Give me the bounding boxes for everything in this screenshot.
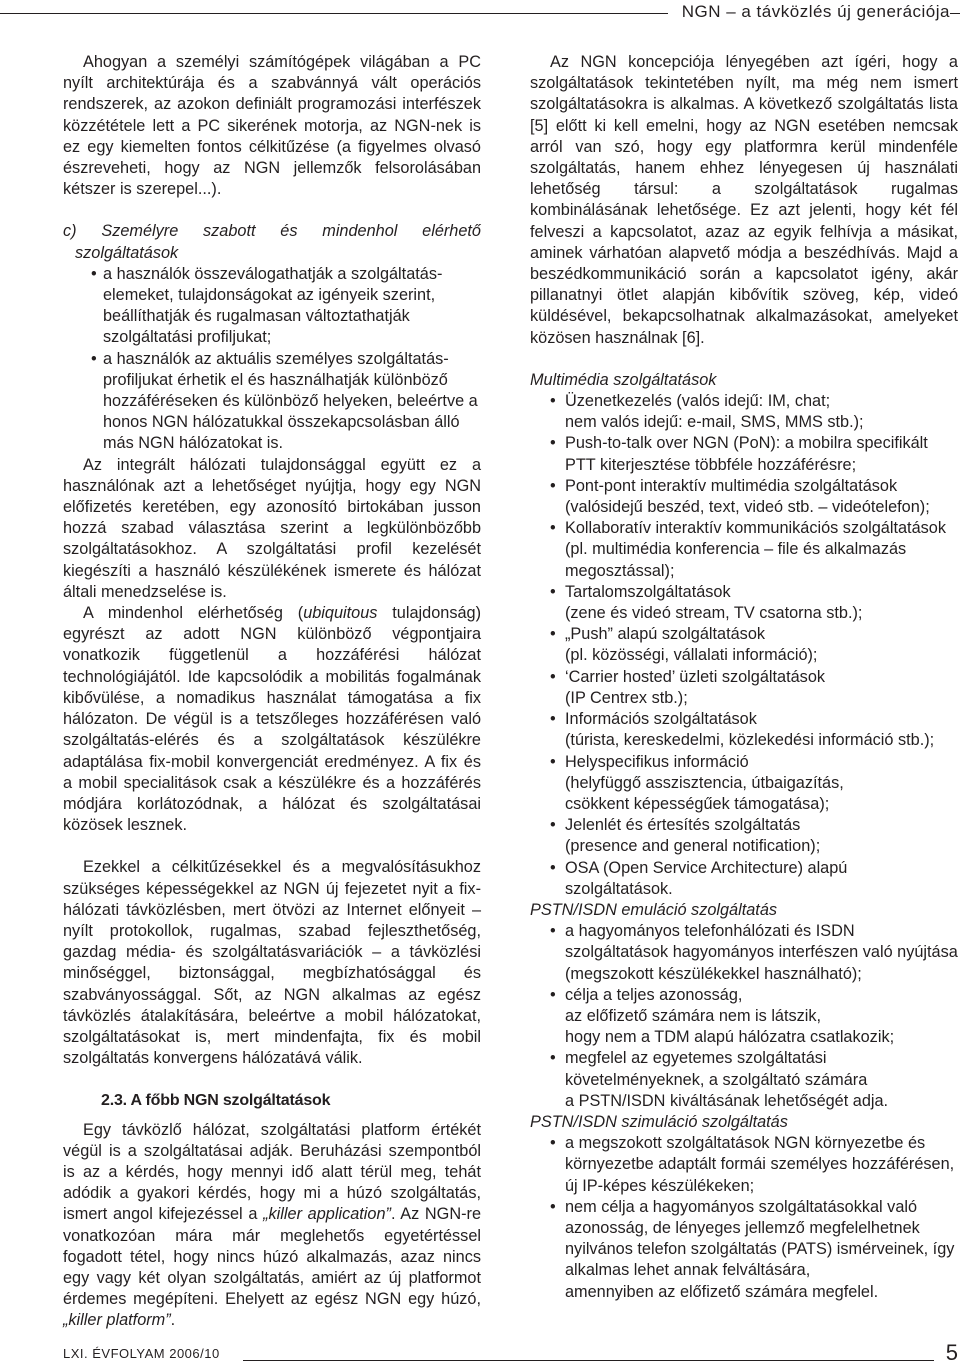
page-number: 5 (945, 1340, 958, 1365)
service-item-text: • Tartalomszolgáltatások (565, 582, 731, 601)
service-item-text: • Üzenetkezelés (valós idejű: IM, chat; (565, 392, 831, 411)
service-item-text: • ‘Carrier hosted’ üzleti szolgáltatások (565, 667, 826, 686)
service-item (530, 391, 958, 433)
service-item-text: nem valós idejű: e-mail, SMS, MMS stb.); (565, 413, 864, 432)
subsection-heading-c: c) Személyre szabott és mindenhol elérhető szolgáltatások (63, 222, 481, 262)
service-item (530, 858, 958, 900)
service-item-text: Pont-pont interaktív multimédia szolgáltatások (valósidejű beszéd, text, videó stb. – videótelefon); (565, 476, 930, 517)
bullet-item: • a használók az aktuális személyes szolgáltatás-profiljukat érhetik el és használhatják különböző hozzáféréseken és különböző helyeken, beleértve a honos NGN hálózatukkal összekapcsolásban álló más NGN hálózatokat is. (63, 349, 481, 455)
integrated-paragraph: Az integrált hálózati tulajdonsággal együtt ez a használónak azt a lehetőséget nyújtja, hogy egy NGN előfizetés keretében, egy azonosító birtokában jusson hozzá szabad választása szerint a legkülönbözőbb szolgáltatásokhoz. A szolgáltatási profil kezelését kiegészíti a használó készülékének ismerete és hálózat általi menedzselése is. (63, 455, 481, 601)
service-list (530, 921, 958, 1112)
service-item-text: Push-to-talk over NGN (PoN): a mobilra specifikált PTT kiterjesztése többféle hozzáférésre; (565, 434, 928, 474)
service-groups (530, 370, 958, 1303)
service-item-text: Kollaboratív interaktív kommunikációs szolgáltatások (pl. multimédia konferencia – file és alkalmazás megosztással); (565, 519, 946, 580)
service-list (530, 391, 958, 900)
service-item (530, 667, 958, 709)
service-group-title: PSTN/ISDN emuláció szolgáltatás (530, 900, 778, 919)
section-heading: 2.3. A főbb NGN szolgáltatások (101, 1092, 331, 1110)
intro-paragraph: Ahogyan a személyi számítógépek világában a PC nyílt architektúrája és a szabvánnyá vált operációs rendszerek, az azokon definiált programozási interfészek közzététele lett a PC sikerének motorja, az NGN-nek is ez egy kiemelten fontos célkitűzése (a figyelmes olvasó észreveheti, hogy az NGN jellemzők felsorolásában kétszer is szerepel...). (63, 53, 481, 199)
service-item-text: a megszokott szolgáltatások NGN környezetbe és környezetbe adaptált formái személyes hozzáférésen, új IP-képes készülékeken; (565, 1134, 955, 1195)
service-item (530, 624, 958, 666)
service-group-title: PSTN/ISDN szimuláció szolgáltatás (530, 1112, 788, 1131)
ngn-concept-paragraph: Az NGN koncepciója lényegében azt ígéri, hogy a szolgáltatások tekintetében nyílt, ma még nem ismert szolgáltatásokra is alkalmas. A következő szolgáltatás lista [5] előtt ki kell emelni, hogy az NGN esetében nemcsak arról van szó, hogy egy platformra kerül mindenféle szolgáltatás, hanem ehhez lényegesen új használati lehetőség társul: a szolgáltatások rugalmas kombinálásának lehetősége. Ez azt jelenti, hogy két fél felveszi a kapcsolatot, azaz az egyik felhívja a másikat, aminek várhatóan alapvető módja a beszédhívás. Majd a beszédkommunikáció során a kapcsolatot igény, akár pillanatnyi ötlet alapján kibővítik szöveg, kép, videó küldésével, bekapcsolhatnak alkalmazásokat, amelyeket közösen használnak [6]. (530, 53, 958, 347)
journal-issue: LXI. ÉVFOLYAM 2006/10 (63, 1346, 226, 1361)
service-item-text: (presence and general notification); (565, 837, 821, 856)
service-item-text: • „Push” alapú szolgáltatások (565, 625, 766, 644)
footer-rule (243, 1360, 934, 1361)
service-item-text: (pl. közösségi, vállalati információ); (565, 646, 818, 665)
service-item (530, 815, 958, 857)
service-item-text: (zene és videó stream, TV csatorna stb.); (565, 604, 863, 623)
service-item-text: OSA (Open Service Architecture) alapú szolgáltatások. (565, 858, 848, 898)
left-column (63, 52, 481, 1332)
service-item-text: hogy nem a TDM alapú hálózatra csatlakozik; (565, 1028, 895, 1047)
service-item (530, 1133, 958, 1197)
service-item-text: • Helyspecifikus információ (565, 752, 749, 771)
service-item-text: (helyfüggő asszisztencia, útbaigazítás, (565, 773, 844, 792)
service-item-text: • célja a teljes azonosság, (565, 985, 743, 1004)
service-item (530, 985, 958, 1049)
service-group-title: Multimédia szolgáltatások (530, 370, 717, 389)
service-item (530, 921, 958, 985)
service-item-text: a PSTN/ISDN kiváltásának lehetőségét adja. (565, 1091, 889, 1110)
service-item (530, 582, 958, 624)
service-item-text: (túrista, kereskedelmi, közlekedési információ stb.); (565, 731, 935, 750)
service-item-text: (IP Centrex stb.); (565, 688, 688, 707)
running-title: NGN – a távközlés új generációja (668, 0, 950, 24)
personalized-bullets (63, 264, 481, 455)
page-footer (63, 1340, 958, 1364)
running-header (0, 0, 960, 22)
service-item (530, 752, 958, 816)
service-item-text: • megfelel az egyetemes szolgáltatási követelményeknek, a szolgáltató számára (565, 1049, 868, 1089)
ubiquitous-paragraph: A mindenhol elérhetőség (ubiquitous tulajdonság) egyrészt az adott NGN különböző végpontjaira vonatkozik függetlenül a hozzáférési hálózat technológiájától. Ide kapcsolódik a mobilitás fogalmának kibővülése, a nomadikus használat támogatása a fix hálózaton. De végül is a tetszőleges hozzáférésen való szolgáltatás-elérés és a szolgáltatások készülékre adaptálása fix-mobil konvergenciát eredményez. A fix és a mobil specialitások csak a készülékre és a hozzáférés módjára korlátozódnak, a hálózat és szolgáltatásai közösek lesznek. (63, 604, 481, 835)
service-item-text: • Jelenlét és értesítés szolgáltatás (565, 816, 801, 835)
service-item (530, 709, 958, 751)
right-column (530, 52, 958, 1303)
killer-platform-paragraph: Egy távközlő hálózat, szolgáltatási platform értékét végül is a szolgáltatásai adják. Beruházási szempontból is az a kérdés, hogy mennyi idő alatt térül meg, tehát adódik a gyakori kérdés, hogy mi a húzó szolgáltatás, ismert angol kifejezéssel a „killer application”. Az NGN-re vonatkozóan mára már meglehetős egyetértéssel fogadott tétel, hogy nincs húzó alkalmazás, azaz nincs egy vagy két olyan szolgáltatás, amiért az új platformot érdemes megépíteni. Ehelyett az egész NGN egy húzó, „killer platform”. (63, 1120, 481, 1330)
bullet-item: • a használók összeválogathatják a szolgáltatás-elemeket, tulajdonságokat az igényeik szerint, beállíthatják és rugalmasan változtathatják szolgáltatási profiljukat; (63, 264, 481, 349)
service-item-text: a hagyományos telefonhálózati és ISDN szolgáltatások hagyományos interfészen való nyújtása (megszokott készülékekkel használható); (565, 922, 958, 983)
service-item-text: az előfizető számára nem is látszik, (565, 1006, 822, 1025)
service-item-text: csökkent képességűek támogatása); (565, 794, 830, 813)
service-item (530, 1048, 958, 1112)
service-item-text: • nem célja a hagyományos szolgáltatásokkal való azonosság, de lényeges jellemző megfelelhetnek nyilvános telefon szolgáltatás (PATS) ismérveinek, így alkalmas lehet annak felváltására, (565, 1197, 955, 1280)
service-item-text: amennyiben az előfizető számára megfelel. (565, 1282, 879, 1301)
service-item-text: • Információs szolgáltatások (565, 710, 757, 729)
service-item (530, 433, 958, 475)
convergence-paragraph: Ezekkel a célkitűzésekkel és a megvalósításukhoz szükséges képességekkel az NGN új fejezetet nyit a fix-hálózati távközlésben, mert ötvözi az Internet előnyeit – nyílt protokollok, rugalmas, szabad fejleszthetőség, gazdag média- és szolgáltatásvariációk – a távközlési minőséggel, biztonsággal, megbízhatósággal és szabványossággal. Sőt, az NGN alkalmas az egész távközlés átalakítására, beleértve a mobil hálózatokat, szolgáltatásokat is, mert mindenfajta, fix és mobil szolgáltatás konvergens hálózatává válik. (63, 858, 481, 1068)
service-list (530, 1133, 958, 1303)
service-item (530, 1197, 958, 1303)
service-item (530, 476, 958, 518)
service-item (530, 518, 958, 582)
